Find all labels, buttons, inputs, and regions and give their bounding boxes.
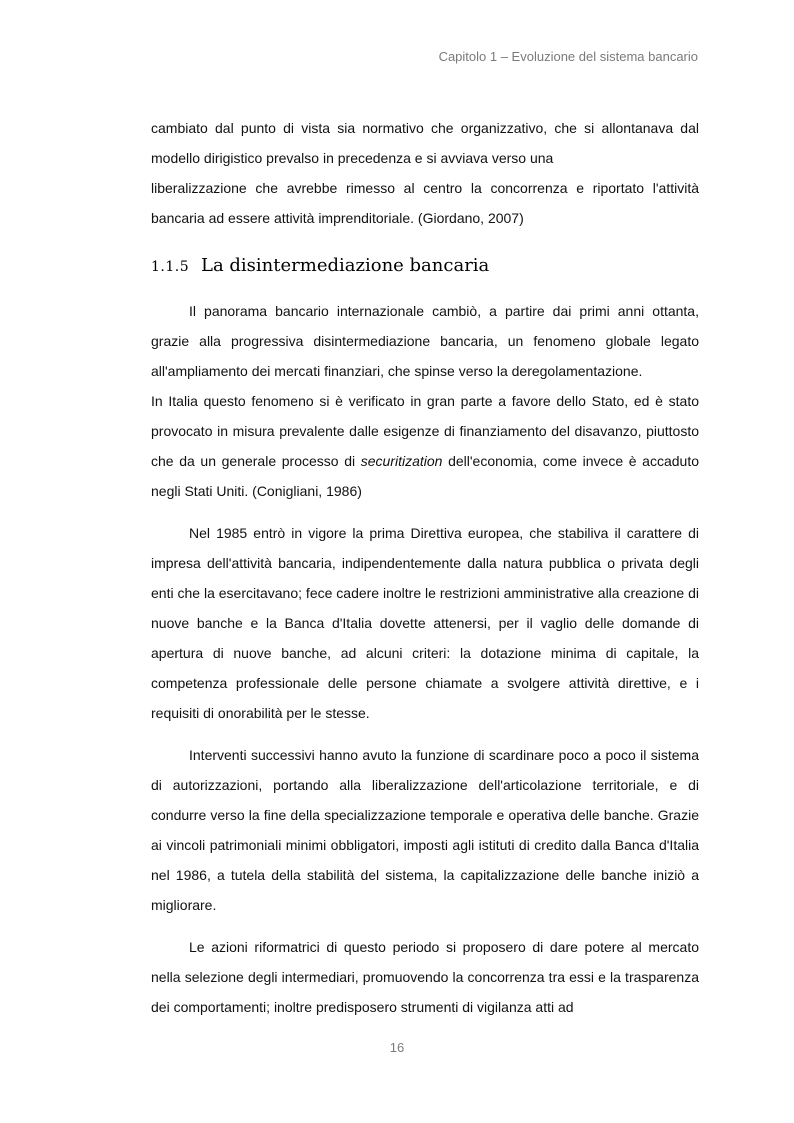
paragraph-2-end: dell'economia, come invece è accaduto negli Stati Uniti. (Conigliani, 1986) bbox=[151, 453, 699, 499]
intro-line-3: liberalizzazione che avrebbe rimesso al centro la concorrenza e riportato l'attività bancaria ad essere attività imprenditoriale. (Giordano, 2007) bbox=[151, 180, 699, 226]
document-body bbox=[151, 113, 699, 1022]
intro-paragraph bbox=[151, 113, 699, 233]
section-number: 1.1.5 bbox=[151, 259, 190, 275]
paragraph-4: Interventi successivi hanno avuto la funzione di scardinare poco a poco il sistema di autorizzazioni, portando alla liberalizzazione dell'articolazione territoriale, e di condurre verso la fine della specializzazione temporale e operativa delle banche. Grazie ai vincoli patrimoniali minimi obbligatori, imposti agli istituti di credito dalla Banca d'Italia nel 1986, a tutela della stabilità del sistema, la capitalizzazione delle banche iniziò a migliorare. bbox=[151, 747, 699, 913]
section-title: La disintermediazione bancaria bbox=[201, 255, 490, 276]
italic-term: securitization bbox=[360, 453, 443, 469]
paragraph-5: Le azioni riformatrici di questo periodo si proposero di dare potere al mercato nella selezione degli intermediari, promuovendo la concorrenza tra essi e la trasparenza dei comportamenti; inoltre predisposero strumenti di vigilanza atti ad bbox=[151, 939, 699, 1015]
paragraph-2-start: In Italia questo fenomeno si è verificato in gran parte a favore dello Stato, ed è stato provocato in misura prevalente dalle esigenze di finanziamento del disavanzo, piuttosto che da un generale processo di bbox=[151, 393, 699, 469]
running-header: Capitolo 1 – Evoluzione del sistema bancario bbox=[438, 49, 698, 64]
intro-line-1: cambiato dal punto di vista sia normativo che organizzativo, che si allontanava dal bbox=[151, 120, 699, 136]
intro-line-2: modello dirigistico prevalso in precedenza e si avviava verso una bbox=[151, 150, 554, 166]
paragraph-2 bbox=[151, 386, 699, 506]
paragraph-3: Nel 1985 entrò in vigore la prima Direttiva europea, che stabiliva il carattere di impresa dell'attività bancaria, indipendentemente dalla natura pubblica o privata degli enti che la esercitavano; fece cadere inoltre le restrizioni amministrative alla creazione di nuove banche e la Banca d'Italia dovette attenersi, per il vaglio delle domande di apertura di nuove banche, ad alcuni criteri: la dotazione minima di capitale, la competenza professionale delle persone chiamate a svolgere attività direttive, e i requisiti di onorabilità per le stesse. bbox=[151, 525, 699, 721]
paragraph-1: Il panorama bancario internazionale cambiò, a partire dai primi anni ottanta, grazie alla progressiva disintermediazione bancaria, un fenomeno globale legato all'ampliamento dei mercati finanziari, che spinse verso la deregolamentazione. bbox=[151, 303, 699, 379]
page-number: 16 bbox=[389, 1040, 405, 1055]
section-heading bbox=[151, 251, 699, 282]
